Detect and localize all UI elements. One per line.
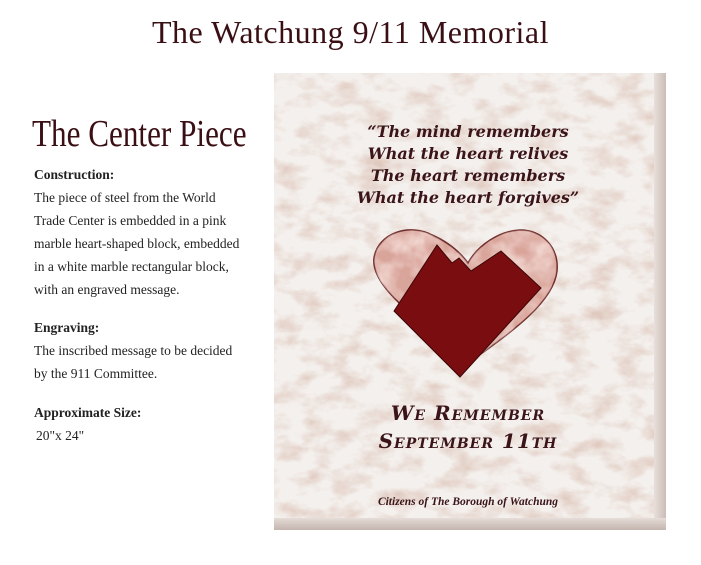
engraving-line: by the 911 Committee. [34,366,158,381]
quote-line: What the heart relives [367,144,569,163]
september-11-text: September 11th [378,429,558,453]
we-remember-text: We Remember [390,401,546,425]
construction-line: in a white marble rectangular block, [34,259,229,274]
construction-line: Trade Center is embedded in a pink [34,213,227,228]
construction-heading: Construction: [34,167,115,182]
size-value: 20"x 24" [36,428,85,443]
engraving-heading: Engraving: [34,320,100,335]
section-title: The Center Piece [32,113,247,155]
size-heading: Approximate Size: [34,405,142,420]
engraved-quote [274,121,662,209]
quote-line: What the heart forgives” [356,188,580,207]
engraving-line: The inscribed message to be decided [34,343,233,358]
page-title: The Watchung 9/11 Memorial [152,14,549,50]
engraving-section [34,316,264,385]
memorial-plaque-image [274,73,666,530]
plaque-bevel-bottom [274,518,666,530]
construction-section [34,163,264,301]
citizens-credit: Citizens of The Borough of Watchung [377,496,559,508]
construction-line: The piece of steel from the World [34,190,216,205]
quote-line: “The mind remembers [367,122,569,141]
construction-line: marble heart-shaped block, embedded [34,236,240,251]
size-section [34,401,264,447]
construction-line: with an engraved message. [34,282,180,297]
quote-line: The heart remembers [370,166,566,185]
